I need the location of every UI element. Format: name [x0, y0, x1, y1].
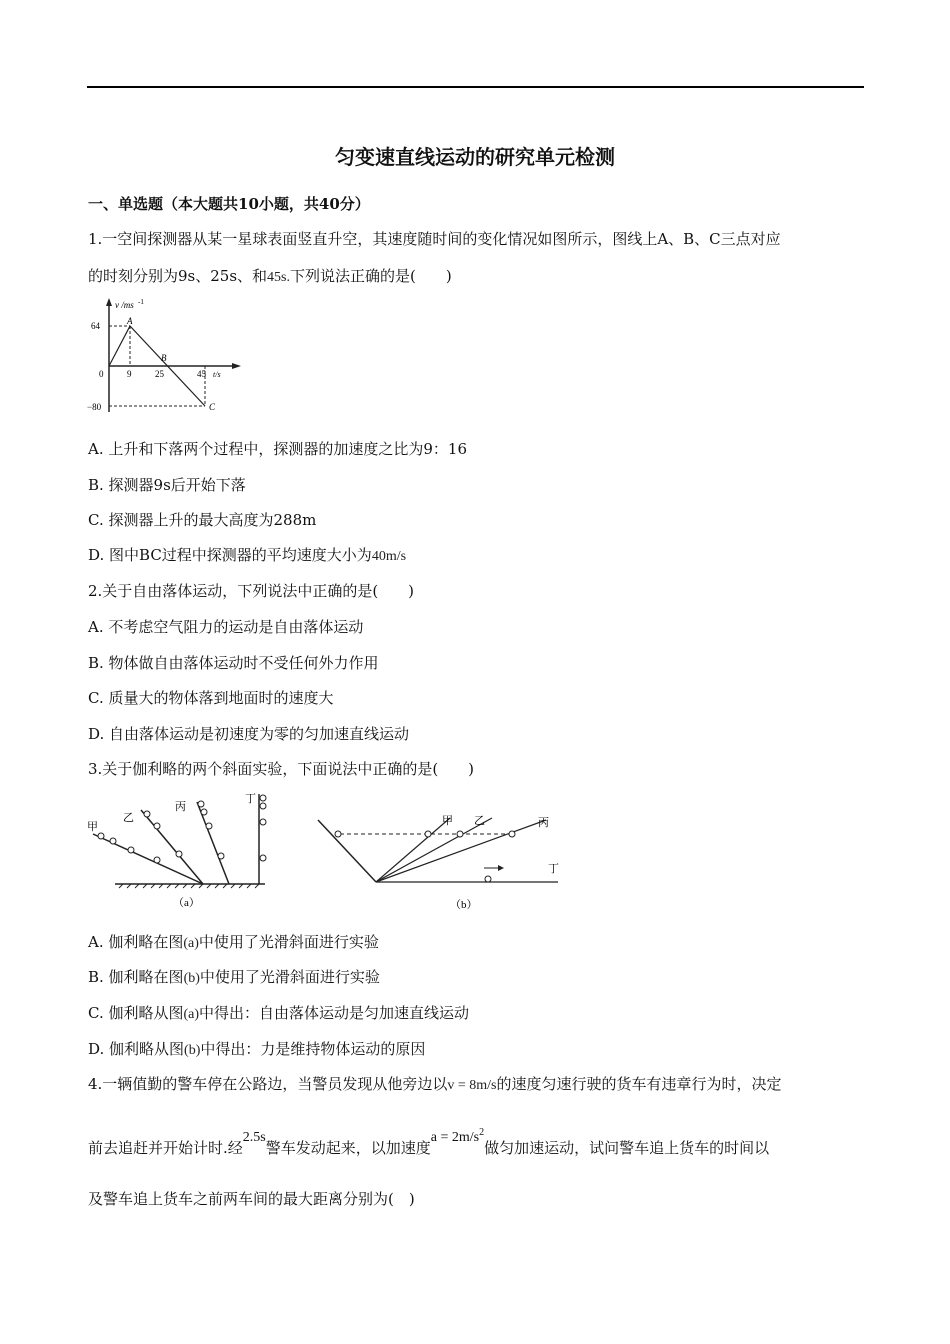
- q4-delay-eq: 2.5s: [242, 1130, 266, 1145]
- q3-option-d-post: 中得出：力是维持物体运动的原因: [200, 1040, 426, 1058]
- ball: [110, 838, 116, 844]
- ball: [154, 823, 160, 829]
- point-a-label: A: [127, 316, 133, 326]
- incline-yi: [141, 810, 203, 884]
- incline-bing-b: [376, 820, 546, 882]
- ball: [335, 831, 341, 837]
- ball: [260, 819, 266, 825]
- q3-option-b-post: 中使用了光滑斜面进行实验: [199, 968, 380, 986]
- q3-option-d-pre: D. 伽利略从图: [88, 1040, 185, 1058]
- q3-option-c-eq: (a): [183, 1007, 200, 1022]
- label-jia-a: 甲: [87, 821, 98, 833]
- ball: [201, 809, 207, 815]
- incline-jia: [93, 834, 203, 884]
- ball: [425, 831, 431, 837]
- q4-l2-pre: 前去追赶并开始计时.经: [88, 1139, 243, 1157]
- q4-accel-eq: a = 2m/s: [430, 1130, 480, 1145]
- tick-9: 9: [127, 369, 132, 379]
- q3-figure-a: [85, 788, 285, 916]
- v-label-exp: -1: [138, 298, 144, 306]
- q1-velocity-time-graph: [85, 296, 245, 422]
- v-axis-arrow: [106, 298, 112, 306]
- q1-option-c[interactable]: C. 探测器上升的最大高度为288m: [88, 511, 317, 529]
- q3-option-a-eq: (a): [183, 936, 199, 951]
- motion-arrow-head: [498, 865, 504, 871]
- q4-stem-line1: [88, 1074, 781, 1096]
- q1-option-a[interactable]: A. 上升和下落两个过程中，探测器的加速度之比为9：16: [88, 440, 468, 458]
- q3-option-b-eq: (b): [183, 971, 200, 986]
- label-yi-b: 乙: [474, 815, 485, 827]
- ball: [260, 803, 266, 809]
- q4-stem-line2: [88, 1127, 770, 1161]
- incline-yi-b: [376, 818, 492, 882]
- left-slope: [318, 820, 376, 882]
- q3-option-d-eq: (b): [184, 1043, 201, 1058]
- tick-64: 64: [91, 321, 100, 331]
- caption-b: （b）: [450, 899, 478, 911]
- label-ding-b: 丁: [548, 863, 559, 875]
- q3-option-c-post: 中得出：自由落体运动是匀加速直线运动: [199, 1004, 470, 1022]
- q3-option-c-pre: C. 伽利略从图: [88, 1004, 184, 1022]
- q1-option-d[interactable]: [88, 545, 406, 567]
- q4-speed-eq: v = 8m/s: [447, 1078, 497, 1093]
- q3-option-c[interactable]: [88, 1003, 469, 1025]
- q3-option-d[interactable]: [88, 1039, 425, 1061]
- t-label: t/s: [213, 370, 221, 379]
- q3-option-a-post: 中使用了光滑斜面进行实验: [198, 933, 379, 951]
- q2-option-c[interactable]: C. 质量大的物体落到地面时的速度大: [88, 689, 334, 707]
- ball: [485, 876, 491, 882]
- q3-option-b[interactable]: [88, 967, 380, 989]
- q2-option-d[interactable]: D. 自由落体运动是初速度为零的匀加速直线运动: [88, 725, 410, 743]
- q1-option-b[interactable]: B. 探测器9s后开始下落: [88, 476, 246, 494]
- q4-l1-post: 的速度匀速行驶的货车有违章行为时，决定: [496, 1075, 782, 1093]
- label-bing-b: 丙: [538, 817, 549, 829]
- ball: [206, 823, 212, 829]
- header-rule: [87, 86, 864, 88]
- tick-neg80: −80: [87, 402, 102, 412]
- point-c-label: C: [209, 402, 216, 412]
- q3-figure-b: [310, 788, 575, 916]
- ball: [144, 811, 150, 817]
- q1-stem-line1: 1.一空间探测器从某一星球表面竖直升空，其速度随时间的变化情况如图所示，图线上A、B、C三点对应: [88, 230, 781, 248]
- q3-option-a-pre: A. 伽利略在图: [88, 933, 184, 951]
- ball: [128, 847, 134, 853]
- label-bing-a: 丙: [175, 801, 186, 813]
- v-label: v /ms: [115, 300, 134, 310]
- q4-stem-line3: 及警车追上货车之前两车间的最大距离分别为( ): [88, 1190, 415, 1208]
- q1-stem-line2-post: 下列说法正确的是( ): [289, 267, 452, 285]
- q2-stem: 2.关于自由落体运动，下列说法中正确的是( ): [88, 582, 415, 600]
- ball: [218, 853, 224, 859]
- t-axis-arrow: [232, 363, 241, 369]
- q3-option-a[interactable]: [88, 932, 379, 954]
- ball: [98, 833, 104, 839]
- tick-45: 45: [197, 369, 206, 379]
- q1-option-d-text: D. 图中BC过程中探测器的平均速度大小为: [88, 546, 372, 564]
- q2-option-a[interactable]: A. 不考虑空气阻力的运动是自由落体运动: [88, 618, 364, 636]
- q4-l1-pre: 4.一辆值勤的警车停在公路边，当警员发现从他旁边以: [88, 1075, 448, 1093]
- page-title: 匀变速直线运动的研究单元检测: [335, 145, 615, 169]
- q1-stem-line2: [88, 266, 452, 288]
- ball: [198, 801, 204, 807]
- q2-option-b[interactable]: B. 物体做自由落体运动时不受任何外力作用: [88, 654, 379, 672]
- q3-option-b-pre: B. 伽利略在图: [88, 968, 184, 986]
- label-ding-a: 丁: [245, 793, 256, 805]
- q4-accel-exp: 2: [479, 1127, 485, 1138]
- ball: [457, 831, 463, 837]
- ball: [260, 855, 266, 861]
- section-heading: 一、单选题（本大题共10小题，共40分）: [88, 195, 370, 213]
- ball: [176, 851, 182, 857]
- q1-option-d-eq: 40m/s: [371, 549, 407, 564]
- q4-l2-mid: 警车发动起来，以加速度: [265, 1139, 431, 1157]
- q4-l2-post: 做匀加速运动，试问警车追上货车的时间以: [484, 1139, 770, 1157]
- label-yi-a: 乙: [123, 812, 134, 824]
- incline-jia-b: [376, 818, 450, 882]
- ball: [260, 795, 266, 801]
- tick-0: 0: [99, 369, 104, 379]
- caption-a: （a）: [173, 897, 200, 909]
- q1-stem-line2-pre: 的时刻分别为9s、25s、和: [88, 267, 268, 285]
- ball: [154, 857, 160, 863]
- q3-stem: 3.关于伽利略的两个斜面实验，下面说法中正确的是( ): [88, 760, 475, 778]
- ball: [509, 831, 515, 837]
- label-jia-b: 甲: [442, 815, 453, 827]
- point-b-label: B: [161, 353, 167, 363]
- tick-25: 25: [155, 369, 164, 379]
- q1-time-eq: 45s.: [267, 270, 290, 285]
